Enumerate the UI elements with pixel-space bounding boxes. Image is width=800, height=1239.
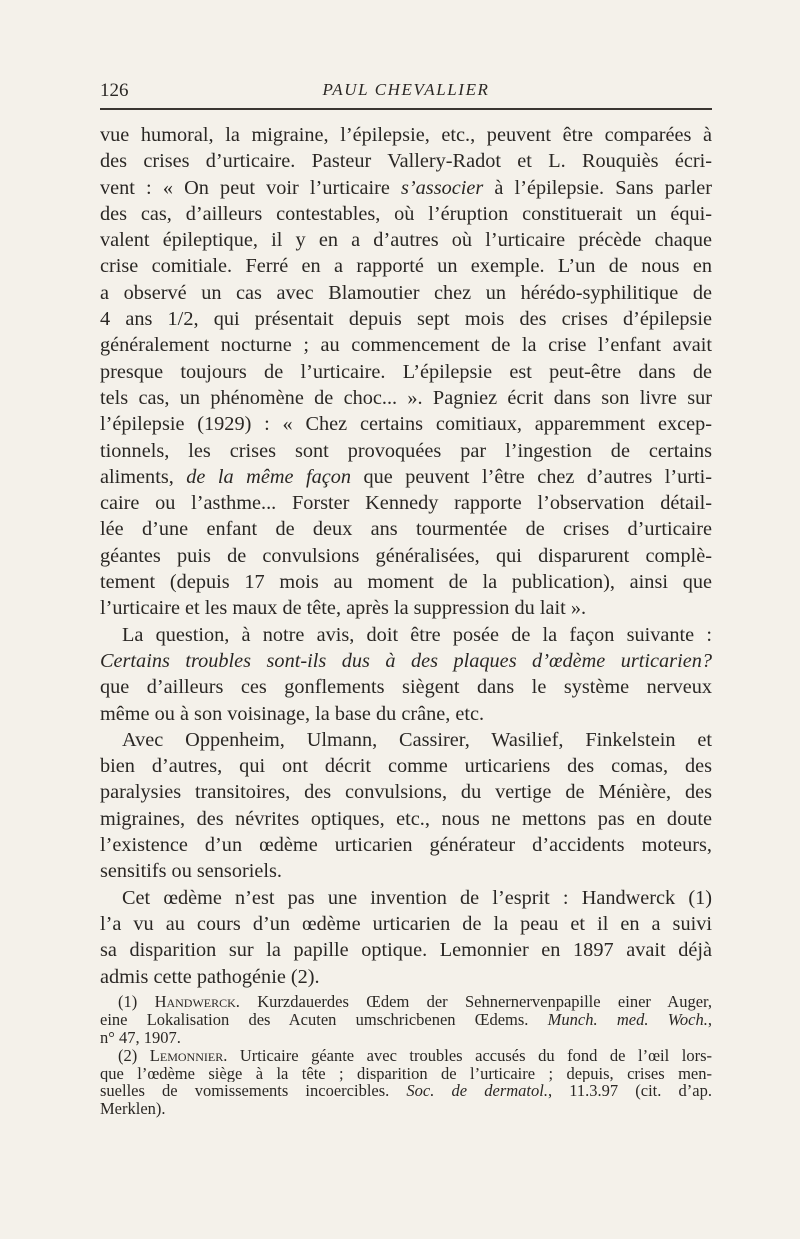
running-title: PAUL CHEVALLIER bbox=[322, 80, 490, 99]
body-text bbox=[100, 122, 712, 990]
text-line: aliments, de la même façon que peuvent l’être chez d’autres l’urti- bbox=[100, 465, 712, 488]
footnote-line: n° 47, 1907. bbox=[100, 1028, 181, 1047]
italic-span: Certains troubles sont-ils dus à des plaques d’œdème urticarien? bbox=[100, 649, 712, 672]
text-line: valent épileptique, il y en a d’autres où l’urticaire précède chaque bbox=[100, 229, 712, 252]
text-line: presque toujours de l’urticaire. L’épilepsie est peut-être dans de bbox=[100, 360, 712, 383]
text-line: tement (depuis 17 mois au moment de la publication), ainsi que bbox=[100, 571, 712, 594]
footnotes bbox=[100, 993, 712, 1118]
text-line: des cas, d’ailleurs contestables, où l’éruption constituerait un équi- bbox=[100, 202, 712, 225]
author-name: Handwerck. bbox=[154, 993, 240, 1011]
text-line: l’existence d’un œdème urticarien générateur d’accidents moteurs, bbox=[100, 834, 712, 857]
text-line: migraines, des névrites optiques, etc., nous ne mettons pas en doute bbox=[100, 807, 712, 830]
footnote-line: (2) Lemonnier. Urticaire géante avec troubles accusés du fond de l’œil lors- bbox=[118, 1046, 712, 1065]
text-line: Cet œdème n’est pas une invention de l’esprit : Handwerck (1) bbox=[122, 886, 712, 909]
footnote-line: que l’œdème siège à la tête ; disparition de l’urticaire ; depuis, crises men- bbox=[100, 1064, 712, 1083]
italic-span: de la même façon bbox=[186, 465, 352, 488]
text-line: a observé un cas avec Blamoutier chez un hérédo-syphilitique de bbox=[100, 281, 712, 304]
text-line: l’urticaire et les maux de tête, après la suppression du lait ». bbox=[100, 597, 587, 620]
italic-span: Munch. med. Woch. bbox=[547, 1010, 708, 1029]
text-line: paralysies transitoires, des convulsions, du vertige de Ménière, des bbox=[100, 781, 712, 804]
text-line: caire ou l’asthme... Forster Kennedy rapporte l’observation détail- bbox=[100, 492, 712, 515]
text-line: sa disparition sur la papille optique. Lemonnier en 1897 avait déjà bbox=[100, 939, 712, 962]
text-line: tels cas, un phénomène de choc... ». Pagniez écrit dans son livre sur bbox=[100, 386, 712, 409]
footnote-line: Merklen). bbox=[100, 1100, 166, 1119]
text-line: des crises d’urticaire. Pasteur Vallery-Radot et L. Rouquiès écri- bbox=[100, 150, 712, 173]
footnote-line: suelles de vomissements incoercibles. Soc. de dermatol., 11.3.97 (cit. d’ap. bbox=[100, 1082, 712, 1101]
footnote-line: eine Lokalisation des Acuten umschricbenen Œdems. Munch. med. Woch., bbox=[100, 1010, 712, 1029]
author-name: Lemonnier. bbox=[149, 1046, 228, 1065]
text-line: Avec Oppenheim, Ulmann, Cassirer, Wasilief, Finkelstein et bbox=[122, 728, 712, 751]
text-line: l’épilepsie (1929) : « Chez certains comitiaux, apparemment excep- bbox=[100, 413, 712, 436]
italic-span: s’associer bbox=[401, 176, 484, 199]
italic-span: Soc. de dermatol. bbox=[406, 1082, 548, 1101]
text-line: lée d’une enfant de deux ans tourmentée de crises d’urticaire bbox=[100, 518, 712, 541]
page-header bbox=[100, 80, 712, 110]
text-line: 4 ans 1/2, qui présentait depuis sept mois des crises d’épilepsie bbox=[100, 308, 712, 331]
text-line: vent : « On peut voir l’urticaire s’associer à l’épilepsie. Sans parler bbox=[100, 176, 712, 199]
text-line: vue humoral, la migraine, l’épilepsie, etc., peuvent être comparées à bbox=[100, 124, 712, 146]
text-line: même ou à son voisinage, la base du crâne, etc. bbox=[100, 702, 485, 725]
text-line: tionnels, les crises sont provoquées par l’ingestion de certains bbox=[100, 439, 712, 462]
text-line: sensitifs ou sensoriels. bbox=[100, 860, 282, 883]
text-line: généralement nocturne ; au commencement de la crise l’enfant avait bbox=[100, 334, 712, 357]
text-line: La question, à notre avis, doit être posée de la façon suivante : bbox=[122, 623, 712, 646]
page-number: 126 bbox=[100, 80, 129, 101]
text-line: crise comitiale. Ferré en a rapporté un exemple. L’un de nous en bbox=[100, 255, 712, 278]
text-line: l’a vu au cours d’un œdème urticarien de la peau et il en a suivi bbox=[100, 912, 712, 935]
text-line: admis cette pathogénie (2). bbox=[100, 965, 320, 988]
text-line: bien d’autres, qui ont décrit comme urticariens des comas, des bbox=[100, 755, 712, 778]
text-line: géantes puis de convulsions généralisées, qui disparurent complè- bbox=[100, 544, 712, 567]
text-line bbox=[100, 648, 712, 674]
footnote-line: (1) Handwerck. Kurzdauerdes Œdem der Sehnernervenpapille einer Auger, bbox=[118, 993, 712, 1011]
text-line: que d’ailleurs ces gonflements siègent dans le système nerveux bbox=[100, 676, 712, 699]
